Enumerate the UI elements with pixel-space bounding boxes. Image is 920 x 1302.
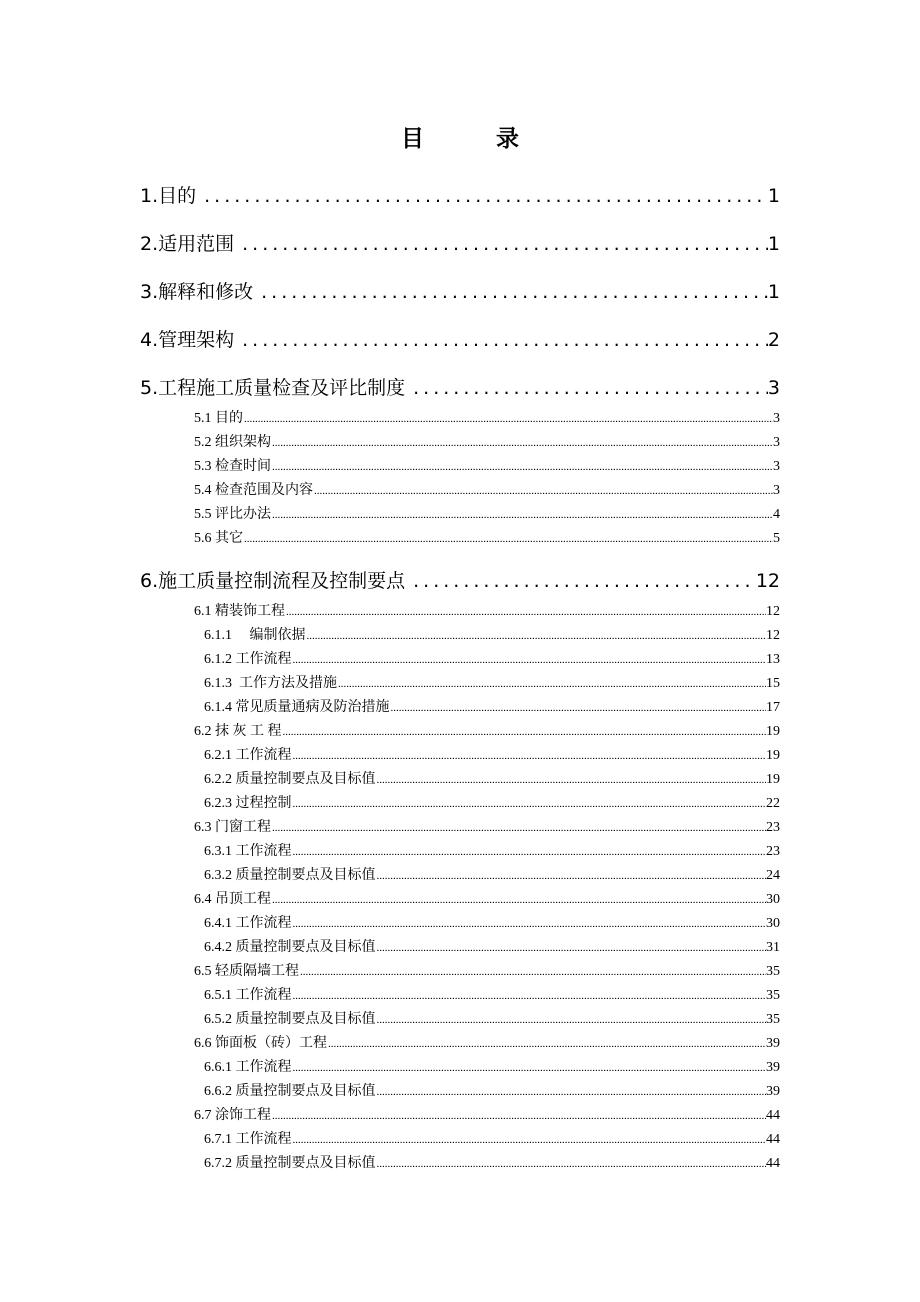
toc-entry-level-3[interactable] [0, 621, 920, 645]
toc-entry-page-number: 30 [766, 892, 780, 907]
toc-entry-level-2[interactable] [0, 452, 920, 476]
toc-entry-label: 6.3.1 工作流程 [204, 844, 292, 859]
toc-title: 目录 [401, 126, 591, 152]
toc-entry-label: 6.6 饰面板（砖）工程 [194, 1036, 327, 1051]
dot-leader [376, 939, 767, 957]
dot-leader [376, 867, 767, 885]
dot-leader [243, 410, 773, 428]
dot-leader [271, 891, 766, 909]
toc-entry-page-number: 35 [766, 988, 780, 1003]
toc-entry-label: 6.1.1 编制依据 [204, 628, 306, 643]
toc-entry-page-number: 44 [766, 1108, 780, 1123]
toc-entry-label: 5.6 其它 [194, 531, 243, 546]
toc-entry-level-2[interactable] [0, 597, 920, 621]
toc-entry-level-3[interactable] [0, 1053, 920, 1077]
toc-entry-page-number: 3 [773, 483, 780, 498]
dot-leader [299, 963, 766, 981]
toc-entry-level-2[interactable] [0, 885, 920, 909]
toc-entry-page-number: 39 [766, 1060, 780, 1075]
toc-entry-label: 6.5.2 质量控制要点及目标值 [204, 1012, 376, 1027]
toc-entry-level-3[interactable] [0, 741, 920, 765]
toc-entry-label: 6.7.1 工作流程 [204, 1132, 292, 1147]
toc-entry-page-number: 23 [766, 844, 780, 859]
toc-entry-label: 6.施工质量控制流程及控制要点 [140, 570, 406, 592]
dot-leader [292, 795, 767, 813]
toc-entry-level-2[interactable] [0, 524, 920, 548]
toc-entry-label: 5.工程施工质量检查及评比制度 [140, 377, 406, 399]
toc-entry-label: 6.3.2 质量控制要点及目标值 [204, 868, 376, 883]
toc-entry-level-3[interactable] [0, 981, 920, 1005]
dot-leader [271, 458, 773, 476]
toc-entry-level-3[interactable] [0, 861, 920, 885]
toc-entry-page-number: 19 [766, 724, 780, 739]
toc-entry-level-3[interactable] [0, 1077, 920, 1101]
toc-entry-level-3[interactable] [0, 933, 920, 957]
toc-entry-label: 6.7.2 质量控制要点及目标值 [204, 1156, 376, 1171]
toc-entry-page-number: 4 [773, 507, 780, 522]
toc-entry-page-number: 39 [766, 1036, 780, 1051]
toc-entry-level-2[interactable] [0, 428, 920, 452]
dot-leader [376, 1083, 767, 1101]
dot-leader [376, 1155, 767, 1173]
toc-entry-page-number: 39 [766, 1084, 780, 1099]
toc-entry-level-3[interactable] [0, 1149, 920, 1173]
toc-entry-label: 6.1.2 工作流程 [204, 652, 292, 667]
toc-entry-page-number: 12 [766, 604, 780, 619]
toc-entry-label: 6.2.2 质量控制要点及目标值 [204, 772, 376, 787]
toc-entry-page-number: 3 [767, 377, 780, 399]
dot-leader [243, 530, 773, 548]
toc-entry-level-3[interactable] [0, 1005, 920, 1029]
toc-entry-level-2[interactable] [0, 404, 920, 428]
dot-leader [292, 747, 767, 765]
dot-leader [390, 699, 767, 717]
dot-leader [327, 1035, 766, 1053]
toc-entry-level-3[interactable] [0, 789, 920, 813]
toc-entry-level-3[interactable] [0, 693, 920, 717]
toc-entry-page-number: 22 [766, 796, 780, 811]
dot-leader [292, 1059, 767, 1077]
toc-entry-label: 6.6.2 质量控制要点及目标值 [204, 1084, 376, 1099]
toc-entry-label: 6.7 涂饰工程 [194, 1108, 271, 1123]
toc-entry-page-number: 12 [755, 570, 780, 592]
dot-leader [234, 232, 768, 256]
toc-entry-page-number: 1 [767, 185, 780, 207]
toc-entry-level-2[interactable] [0, 476, 920, 500]
toc-entry-label: 5.3 检查时间 [194, 459, 271, 474]
toc-entry-level-3[interactable] [0, 669, 920, 693]
toc-entry-page-number: 13 [766, 652, 780, 667]
toc-entry-label: 4.管理架构 [140, 329, 235, 351]
toc-entry-level-2[interactable] [0, 1101, 920, 1125]
toc-entry-label: 1.目的 [140, 185, 197, 207]
toc-entry-page-number: 44 [766, 1156, 780, 1171]
toc-entry-page-number: 2 [767, 329, 780, 351]
dot-leader [405, 569, 756, 593]
toc-entry-label: 6.2.3 过程控制 [204, 796, 292, 811]
toc-entry-page-number: 19 [766, 748, 780, 763]
dot-leader [376, 1011, 767, 1029]
toc-entry-level-2[interactable] [0, 813, 920, 837]
toc-entry-level-1[interactable] [0, 220, 920, 256]
toc-entry-page-number: 24 [766, 868, 780, 883]
toc-entry-level-2[interactable] [0, 1029, 920, 1053]
dot-leader [292, 987, 767, 1005]
dot-leader [271, 434, 773, 452]
toc-entry-page-number: 19 [766, 772, 780, 787]
toc-entry-level-1[interactable] [0, 557, 920, 593]
toc-entry-level-3[interactable] [0, 837, 920, 861]
toc-entry-label: 6.2.1 工作流程 [204, 748, 292, 763]
toc-entry-page-number: 31 [766, 940, 780, 955]
toc-entry-page-number: 1 [767, 233, 780, 255]
toc-entry-label: 5.4 检查范围及内容 [194, 483, 313, 498]
toc-entry-level-2[interactable] [0, 500, 920, 524]
dot-leader [271, 506, 773, 524]
dot-leader [282, 723, 767, 741]
toc-entry-level-3[interactable] [0, 765, 920, 789]
toc-entry-label: 6.1.3 工作方法及措施 [204, 676, 337, 691]
dot-leader [292, 915, 767, 933]
dot-leader [376, 771, 767, 789]
toc-entry-page-number: 35 [766, 964, 780, 979]
toc-entry-page-number: 3 [773, 435, 780, 450]
dot-leader [271, 819, 766, 837]
toc-entry-level-1[interactable] [0, 172, 920, 208]
dot-leader [313, 482, 773, 500]
dot-leader [253, 280, 768, 304]
toc-entry-page-number: 3 [773, 459, 780, 474]
toc-entry-label: 6.5 轻质隔墙工程 [194, 964, 299, 979]
dot-leader [292, 843, 767, 861]
toc-entry-page-number: 23 [766, 820, 780, 835]
toc-entry-label: 6.4 吊顶工程 [194, 892, 271, 907]
toc-entry-level-3[interactable] [0, 909, 920, 933]
toc-entry-label: 6.3 门窗工程 [194, 820, 271, 835]
toc-entry-label: 5.1 目的 [194, 411, 243, 426]
toc-entry-label: 5.2 组织架构 [194, 435, 271, 450]
toc-entry-label: 6.5.1 工作流程 [204, 988, 292, 1003]
toc-entry-page-number: 30 [766, 916, 780, 931]
toc-entry-level-1[interactable] [0, 316, 920, 352]
toc-entry-label: 6.1.4 常见质量通病及防治措施 [204, 700, 390, 715]
dot-leader [271, 1107, 766, 1125]
toc-entry-page-number: 3 [773, 411, 780, 426]
dot-leader [337, 675, 766, 693]
dot-leader [306, 627, 767, 645]
toc-entry-label: 5.5 评比办法 [194, 507, 271, 522]
toc-entry-page-number: 17 [766, 700, 780, 715]
toc-entry-level-2[interactable] [0, 957, 920, 981]
toc-entry-page-number: 1 [767, 281, 780, 303]
toc-entry-page-number: 5 [773, 531, 780, 546]
dot-leader [196, 184, 768, 208]
toc-entry-label: 6.1 精装饰工程 [194, 604, 285, 619]
dot-leader [292, 651, 767, 669]
dot-leader [405, 376, 768, 400]
toc-entry-page-number: 12 [766, 628, 780, 643]
toc-entry-level-2[interactable] [0, 717, 920, 741]
toc-entry-level-3[interactable] [0, 1125, 920, 1149]
toc-entry-label: 6.2 抹 灰 工 程 [194, 724, 282, 739]
toc-entry-label: 3.解释和修改 [140, 281, 254, 303]
toc-entry-page-number: 44 [766, 1132, 780, 1147]
toc-entry-label: 2.适用范围 [140, 233, 235, 255]
dot-leader [234, 328, 768, 352]
dot-leader [292, 1131, 767, 1149]
toc-entry-page-number: 15 [766, 676, 780, 691]
dot-leader [285, 603, 766, 621]
toc-entry-level-3[interactable] [0, 645, 920, 669]
toc-entry-label: 6.4.1 工作流程 [204, 916, 292, 931]
toc-entry-page-number: 35 [766, 1012, 780, 1027]
toc-entry-label: 6.6.1 工作流程 [204, 1060, 292, 1075]
toc-entry-level-1[interactable] [0, 268, 920, 304]
toc-entry-level-1[interactable] [0, 364, 920, 400]
toc-entry-label: 6.4.2 质量控制要点及目标值 [204, 940, 376, 955]
